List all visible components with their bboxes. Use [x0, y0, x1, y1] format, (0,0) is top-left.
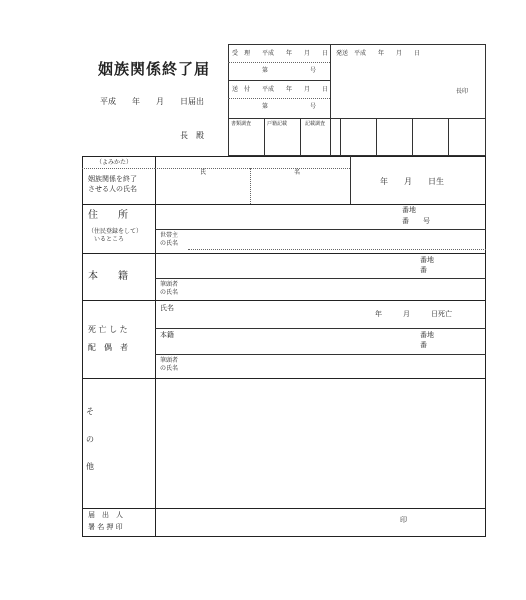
address-banchi: 番地	[402, 206, 416, 214]
other-char-3: 他	[86, 462, 94, 471]
check-cell-2: 戸籍記載	[267, 121, 288, 127]
given-name-field[interactable]	[254, 178, 346, 200]
signature-label-line1: 届 出 人	[88, 511, 123, 519]
address-note-line1: （住民登録をして）	[88, 228, 143, 235]
spouse-label-line2: 配 偶 者	[88, 343, 128, 352]
other-char-1: そ	[86, 407, 94, 416]
received-number: 第 号	[262, 67, 317, 74]
spouse-death-date-label: 年 月 日死亡	[375, 310, 452, 318]
spouse-label-line1: 死 亡 し た	[88, 325, 128, 334]
honseki-banchi: 番地	[420, 256, 434, 264]
spouse-honseki-label: 本籍	[160, 331, 174, 339]
sent-date: 平成 年 月 日	[262, 86, 329, 93]
addressee: 長 殿	[180, 131, 204, 140]
signature-field[interactable]	[158, 510, 394, 534]
chief-seal-label: 長印	[456, 88, 469, 95]
honseki-head-name-field[interactable]	[190, 281, 390, 297]
address-note-line2: いるところ	[94, 236, 125, 243]
householder-name-field[interactable]	[190, 232, 390, 248]
seal-mark: 印	[400, 516, 407, 524]
yomi-label: （よみかた）	[96, 159, 133, 166]
sent-label: 送 付	[232, 86, 251, 93]
honseki-head-label-line1: 筆頭者	[160, 281, 179, 288]
filing-date: 平成 年 月 日届出	[100, 97, 204, 106]
spouse-name-field[interactable]	[182, 304, 368, 326]
spouse-head-label-line1: 筆頭者	[160, 357, 179, 364]
honseki-head-label-line2: の氏名	[160, 289, 179, 296]
householder-label-line2: の氏名	[160, 240, 179, 247]
received-date: 平成 年 月 日	[262, 50, 329, 57]
check-cell-3: 記載調査	[305, 121, 326, 127]
spouse-honseki-field[interactable]	[182, 331, 414, 351]
given-name-label: 名	[294, 169, 301, 176]
address-ban-go: 番 号	[402, 217, 430, 225]
honseki-label: 本 籍	[88, 271, 128, 282]
spouse-banchi: 番地	[420, 331, 434, 339]
spouse-ban: 番	[420, 341, 427, 349]
received-label: 受 理	[232, 50, 251, 57]
check-cell-1: 書類調査	[231, 121, 252, 127]
name-label-line2: させる人の氏名	[88, 185, 137, 193]
name-label-line1: 姻族関係を終了	[88, 175, 137, 183]
other-char-2: の	[86, 435, 94, 444]
dispatch-date: 発送 平成 年 月 日	[336, 50, 421, 57]
spouse-head-label-line2: の氏名	[160, 365, 179, 372]
other-notes-field[interactable]	[86, 382, 482, 506]
address-label: 住 所	[88, 210, 128, 221]
signature-label-line2: 署 名 押 印	[88, 523, 123, 531]
surname-label: 氏	[200, 169, 207, 176]
spouse-head-name-field[interactable]	[190, 357, 390, 373]
sent-number: 第 号	[262, 103, 317, 110]
surname-field[interactable]	[158, 178, 246, 200]
form-title: 姻族関係終了届	[98, 60, 211, 78]
householder-label-line1: 世帯主	[160, 232, 179, 239]
spouse-name-label: 氏名	[160, 304, 174, 312]
birth-date-label: 年 月 日生	[380, 177, 444, 186]
address-field[interactable]	[158, 207, 394, 227]
honseki-ban: 番	[420, 266, 427, 274]
honseki-field[interactable]	[158, 256, 414, 276]
